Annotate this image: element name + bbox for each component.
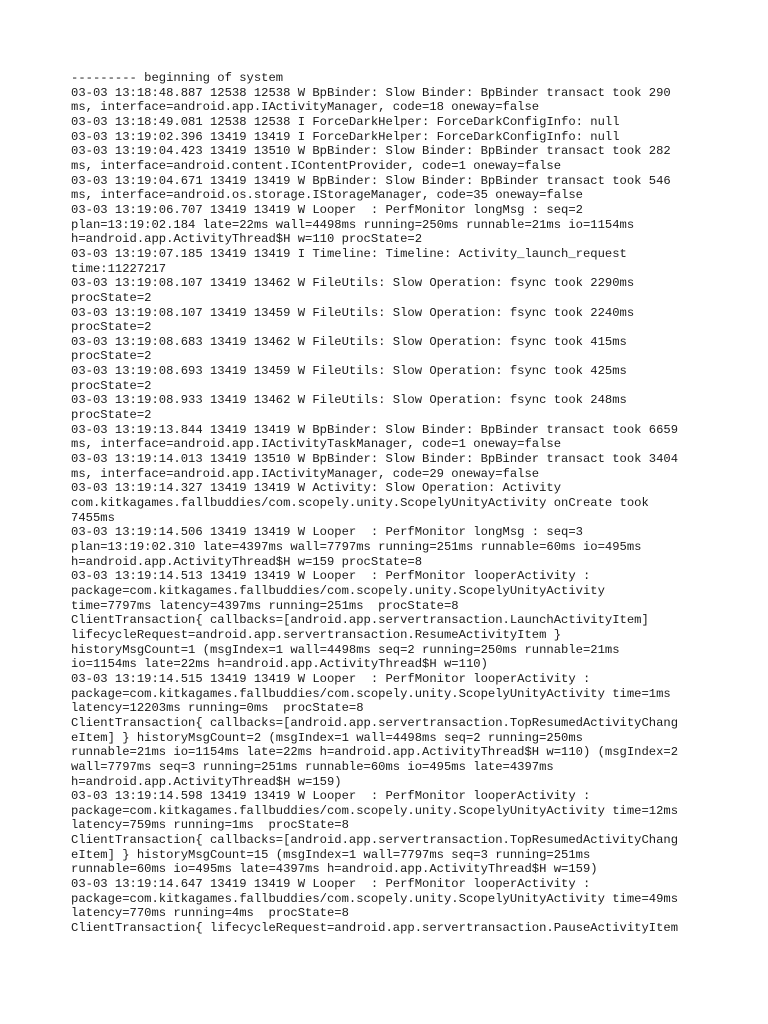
log-line: h=android.app.ActivityThread$H w=159 procState=8	[71, 554, 423, 569]
log-line: wall=7797ms seq=3 running=251ms runnable=60ms io=495ms late=4397ms	[71, 759, 554, 774]
log-line: ms, interface=android.app.IActivityManager, code=29 oneway=false	[71, 466, 540, 481]
log-line: com.kitkagames.fallbuddies/com.scopely.unity.ScopelyUnityActivity onCreate took	[71, 496, 649, 511]
log-line: io=1154ms late=22ms h=android.app.ActivityThread$H w=110)	[71, 657, 488, 672]
log-line: procState=2	[71, 320, 152, 335]
log-line: h=android.app.ActivityThread$H w=159)	[71, 774, 342, 789]
log-line: ClientTransaction{ callbacks=[android.app.servertransaction.TopResumedActivityChang	[71, 833, 679, 848]
log-line: 03-03 13:19:08.693 13419 13459 W FileUtils: Slow Operation: fsync took 425ms	[71, 364, 627, 379]
log-line: eItem] } historyMsgCount=2 (msgIndex=1 wall=4498ms seq=2 running=250ms	[71, 730, 583, 745]
log-line: historyMsgCount=1 (msgIndex=1 wall=4498ms seq=2 running=250ms runnable=21ms	[71, 642, 620, 657]
log-line: 03-03 13:19:14.647 13419 13419 W Looper : PerfMonitor looperActivity :	[71, 877, 591, 892]
log-line: ms, interface=android.content.IContentProvider, code=1 oneway=false	[71, 158, 562, 173]
log-line: 03-03 13:19:04.671 13419 13419 W BpBinder: Slow Binder: BpBinder transact took 546	[71, 173, 671, 188]
log-line: plan=13:19:02.184 late=22ms wall=4498ms running=250ms runnable=21ms io=1154ms	[71, 217, 635, 232]
log-line: 03-03 13:19:02.396 13419 13419 I ForceDarkHelper: ForceDarkConfigInfo: null	[71, 129, 620, 144]
log-line: 03-03 13:19:14.327 13419 13419 W Activity: Slow Operation: Activity	[71, 481, 562, 496]
log-line: package=com.kitkagames.fallbuddies/com.scopely.unity.ScopelyUnityActivity time=12ms	[71, 803, 679, 818]
log-line: 03-03 13:19:08.933 13419 13462 W FileUtils: Slow Operation: fsync took 248ms	[71, 393, 627, 408]
log-line: 03-03 13:19:14.598 13419 13419 W Looper : PerfMonitor looperActivity :	[71, 789, 591, 804]
log-line: 03-03 13:19:14.515 13419 13419 W Looper : PerfMonitor looperActivity :	[71, 671, 591, 686]
log-line: ms, interface=android.app.IActivityManager, code=18 oneway=false	[71, 100, 540, 115]
log-line: runnable=21ms io=1154ms late=22ms h=android.app.ActivityThread$H w=110) (msgIndex=2	[71, 745, 679, 760]
log-line: runnable=60ms io=495ms late=4397ms h=android.app.ActivityThread$H w=159)	[71, 862, 598, 877]
log-line: 03-03 13:19:08.107 13419 13462 W FileUtils: Slow Operation: fsync took 2290ms	[71, 276, 635, 291]
log-line: ClientTransaction{ callbacks=[android.app.servertransaction.LaunchActivityItem]	[71, 613, 649, 628]
log-line: ms, interface=android.os.storage.IStorageManager, code=35 oneway=false	[71, 188, 583, 203]
log-line: plan=13:19:02.310 late=4397ms wall=7797ms running=251ms runnable=60ms io=495ms	[71, 540, 642, 554]
log-line: lifecycleRequest=android.app.servertransaction.ResumeActivityItem }	[71, 627, 562, 642]
log-line: 03-03 13:19:13.844 13419 13419 W BpBinder: Slow Binder: BpBinder transact took 6659	[71, 422, 679, 437]
log-line: procState=2	[71, 290, 152, 305]
log-line: 03-03 13:19:08.683 13419 13462 W FileUtils: Slow Operation: fsync took 415ms	[71, 334, 627, 349]
log-line: procState=2	[71, 349, 152, 364]
log-line: --------- beginning of system	[71, 71, 284, 85]
log-line: procState=2	[71, 408, 152, 423]
log-line: ClientTransaction{ callbacks=[android.app.servertransaction.TopResumedActivityChang	[71, 715, 679, 730]
log-document	[71, 71, 701, 936]
log-line: ms, interface=android.app.IActivityTaskManager, code=1 oneway=false	[71, 437, 562, 452]
log-line: package=com.kitkagames.fallbuddies/com.scopely.unity.ScopelyUnityActivity time=49ms	[71, 891, 679, 906]
log-line: time:11227217	[71, 261, 167, 276]
log-line: 03-03 13:19:14.513 13419 13419 W Looper : PerfMonitor looperActivity :	[71, 569, 591, 584]
log-line: 03-03 13:19:08.107 13419 13459 W FileUtils: Slow Operation: fsync took 2240ms	[71, 305, 635, 320]
log-line: 03-03 13:19:14.013 13419 13510 W BpBinder: Slow Binder: BpBinder transact took 3404	[71, 452, 679, 467]
log-line: time=7797ms latency=4397ms running=251ms procState=8	[71, 598, 459, 613]
log-line: 03-03 13:19:06.707 13419 13419 W Looper : PerfMonitor longMsg : seq=2	[71, 202, 583, 217]
log-line: 03-03 13:18:49.081 12538 12538 I ForceDarkHelper: ForceDarkConfigInfo: null	[71, 114, 620, 129]
log-line: procState=2	[71, 378, 152, 393]
log-line: 03-03 13:19:14.506 13419 13419 W Looper : PerfMonitor longMsg : seq=3	[71, 525, 583, 540]
log-line: latency=12203ms running=0ms procState=8	[71, 701, 364, 716]
log-line: 03-03 13:18:48.887 12538 12538 W BpBinder: Slow Binder: BpBinder transact took 290	[71, 85, 671, 100]
log-line: package=com.kitkagames.fallbuddies/com.scopely.unity.ScopelyUnityActivity	[71, 583, 605, 598]
log-line: 03-03 13:19:07.185 13419 13419 I Timeline: Timeline: Activity_launch_request	[71, 246, 627, 261]
log-line: latency=759ms running=1ms procState=8	[71, 818, 349, 833]
log-line: h=android.app.ActivityThread$H w=110 procState=2	[71, 232, 423, 247]
log-line: eItem] } historyMsgCount=15 (msgIndex=1 wall=7797ms seq=3 running=251ms	[71, 847, 591, 862]
log-line: package=com.kitkagames.fallbuddies/com.scopely.unity.ScopelyUnityActivity time=1ms	[71, 686, 671, 701]
log-line: ClientTransaction{ lifecycleRequest=android.app.servertransaction.PauseActivityItem	[71, 921, 679, 936]
log-line: latency=770ms running=4ms procState=8	[71, 906, 349, 921]
log-line: 03-03 13:19:04.423 13419 13510 W BpBinder: Slow Binder: BpBinder transact took 282	[71, 144, 671, 159]
log-line: 7455ms	[71, 510, 115, 525]
